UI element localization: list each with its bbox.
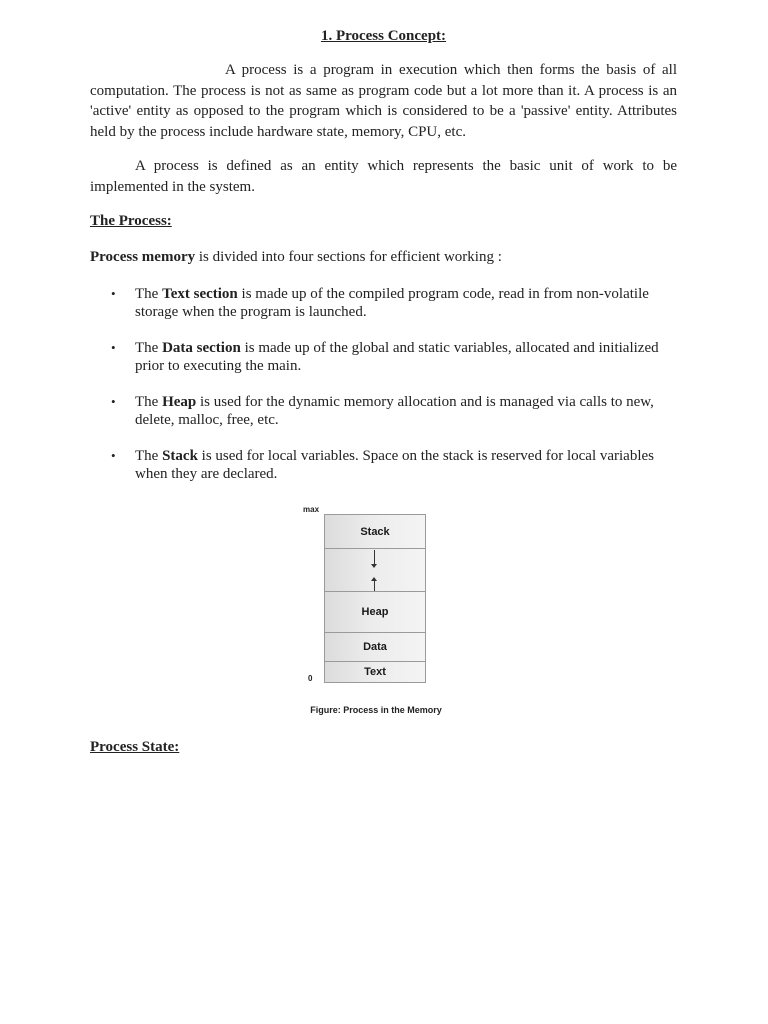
stack-segment: Stack: [324, 514, 426, 549]
list-item-text-section: [90, 285, 677, 321]
text-segment: Text: [324, 661, 426, 683]
bullet-term: Data section: [162, 339, 241, 356]
bullet-icon: •: [111, 393, 116, 409]
document-page: [90, 26, 677, 501]
the-process-heading: The Process:: [90, 213, 172, 229]
figure-caption: Figure: Process in the Memory: [310, 705, 442, 715]
bullet-term: Heap: [162, 393, 197, 410]
zero-address-label: 0: [308, 674, 313, 683]
process-state-heading: Process State:: [90, 739, 180, 755]
bullet-text: is made up of the global and static variables, allocated and initialized prior to executing the main.: [135, 339, 659, 374]
memory-sections-list: [90, 285, 677, 483]
bullet-term: Text section: [162, 285, 238, 302]
intro-paragraph-1: A process is a program in execution which then forms the basis of all computation. The process is not as same as program code but a lot more than it. A process is an 'active' entity as opposed to the program which is considered to be a 'passive' entity. Attributes held by the process include hardware state, memory, CPU, etc.: [90, 62, 677, 140]
heap-segment: Heap: [324, 591, 426, 633]
bullet-text: is made up of the compiled program code, read in from non-volatile storage when the program is launched.: [135, 285, 649, 320]
list-item-heap: [90, 393, 677, 429]
bullet-text: is used for the dynamic memory allocation and is managed via calls to new, delete, malloc, free, etc.: [135, 393, 654, 428]
free-space-segment: [324, 548, 426, 592]
bullet-term: Stack: [162, 447, 198, 464]
bullet-icon: •: [111, 447, 116, 463]
bullet-icon: •: [111, 285, 116, 301]
process-memory-line: [90, 247, 677, 268]
section-title: 1. Process Concept:: [320, 28, 447, 44]
down-arrow-icon: [371, 564, 377, 568]
list-item-stack: [90, 447, 677, 483]
process-memory-term: Process memory: [90, 249, 196, 265]
bullet-prefix: The: [135, 285, 163, 302]
bullet-icon: •: [111, 339, 116, 355]
intro-paragraph-2: A process is defined as an entity which represents the basic unit of work to be implemented in the system.: [90, 158, 677, 195]
bullet-prefix: The: [135, 447, 163, 464]
max-address-label: max: [303, 505, 320, 514]
process-memory-text: is divided into four sections for efficient working :: [195, 249, 502, 265]
process-memory-figure: [300, 503, 460, 718]
bullet-prefix: The: [135, 393, 163, 410]
data-segment: Data: [324, 632, 426, 662]
bullet-prefix: The: [135, 339, 163, 356]
list-item-data-section: [90, 339, 677, 375]
bullet-text: is used for local variables. Space on the stack is reserved for local variables when they are declared.: [135, 447, 655, 482]
